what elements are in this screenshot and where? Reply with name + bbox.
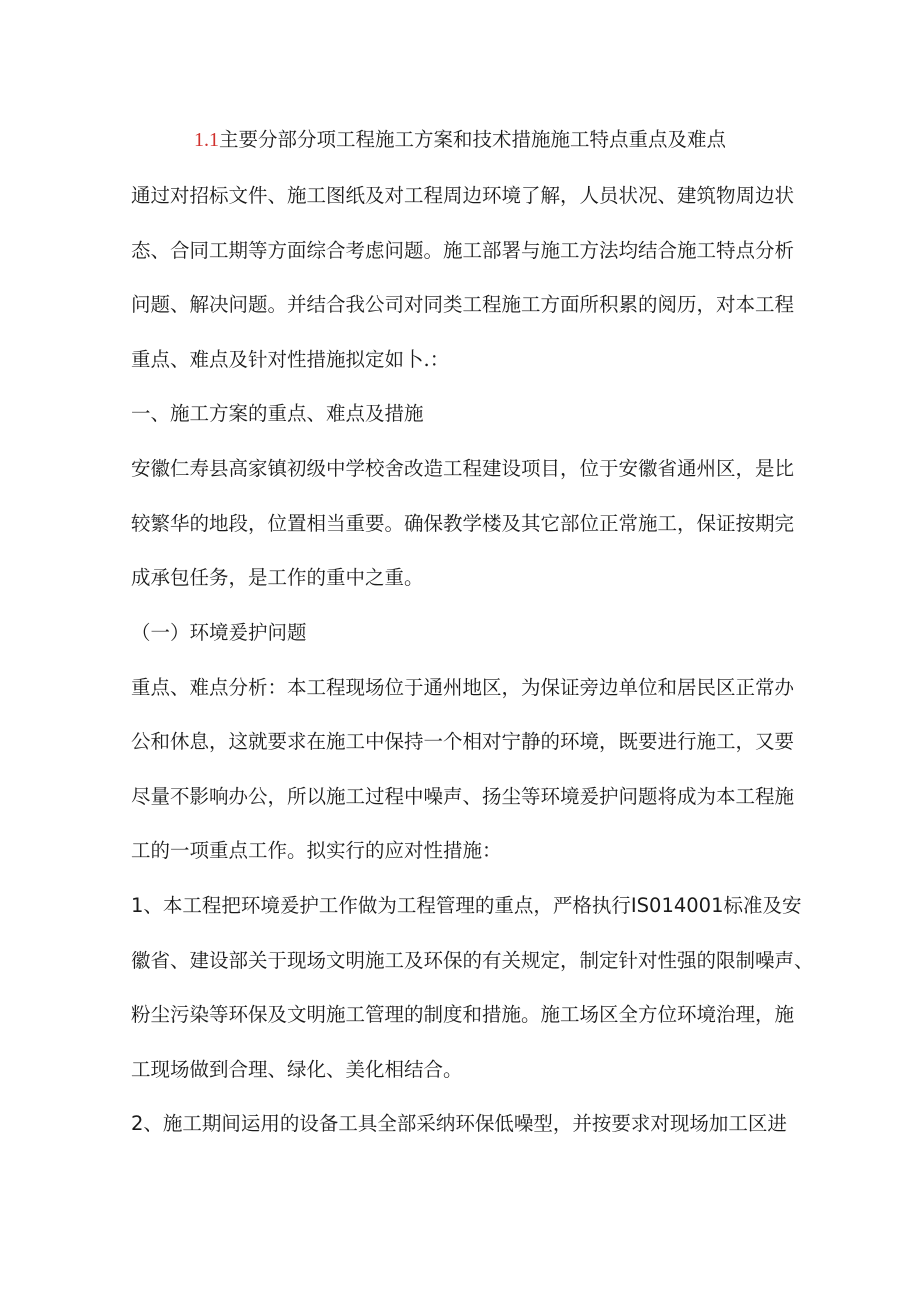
list-item-line: 徽省、建设部关于现场文明施工及环保的有关规定，制定针对性强的限制噪声、 <box>131 949 814 972</box>
paragraph-line: 较繁华的地段，位置相当重要。确保教学楼及其它部位正常施工，保证按期完 <box>131 512 795 535</box>
title-number: 1.1 <box>193 129 219 151</box>
paragraph-line: 问题、解决问题。并结合我公司对同类工程施工方面所积累的阅历，对本工程 <box>131 293 795 316</box>
title-text: 主要分部分项工程施工方案和技术措施施工特点重点及难点 <box>218 128 726 151</box>
paragraph-line: 重点、难点及针对性措施拟定如卜.： <box>131 348 450 371</box>
paragraph-line: 安徽仁寿县高家镇初级中学校舍改造工程建设项目，位于安徽省通州区，是比 <box>131 457 795 480</box>
list-item-line: 工现场做到合理、绿化、美化相结合。 <box>131 1058 463 1081</box>
paragraph-line: 通过对招标文件、施工图纸及对工程周边环境了解，人员状况、建筑物周边状 <box>131 184 795 207</box>
list-item-line: 1、本工程把环境爰护工作做为工程管理的重点，严格执行IS014001标准及安 <box>131 894 802 917</box>
paragraph-line: 公和休息，这就要求在施工中保持一个相对宁静的环境，既要进行施工，又要 <box>131 730 795 753</box>
paragraph-line: 尽量不影响办公，所以施工过程中噪声、扬尘等环境爰护问题将成为本工程施 <box>131 785 795 808</box>
section-heading: 一、施工方案的重点、难点及措施 <box>131 402 424 425</box>
paragraph-line: 工的一项重点工作。拟实行的应对性措施： <box>131 839 502 862</box>
paragraph-line: 重点、难点分析：本工程现场位于通州地区，为保证旁边单位和居民区正常办 <box>131 676 795 699</box>
list-item-line: 2、施工期间运用的设备工具全部采纳环保低噪型，并按要求对现场加工区进 <box>131 1112 787 1135</box>
list-item-line: 粉尘污染等环保及文明施工管理的制度和措施。施工场区全方位环境治理，施 <box>131 1003 795 1026</box>
document-title <box>0 126 920 154</box>
subsection-heading: （一）环境爰护问题 <box>131 621 307 644</box>
paragraph-line: 成承包任务，是工作的重中之重。 <box>131 566 424 589</box>
paragraph-line: 态、合同工期等方面综合考虑问题。施工部署与施工方法均结合施工特点分析 <box>131 239 795 262</box>
